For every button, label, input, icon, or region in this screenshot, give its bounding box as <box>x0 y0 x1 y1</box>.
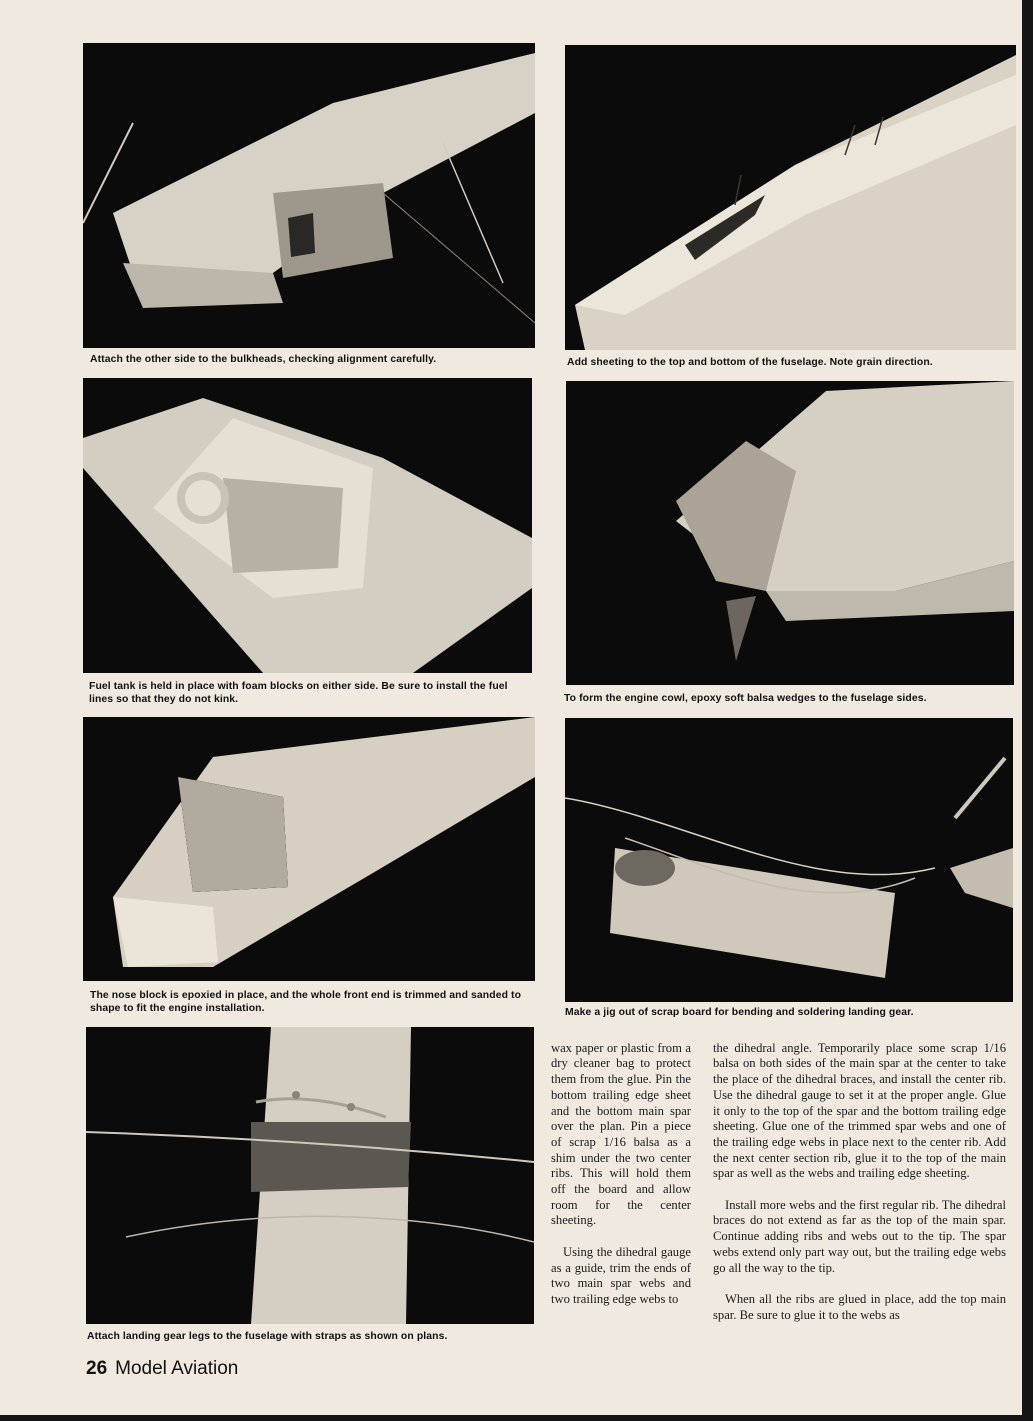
caption-photo-4: To form the engine cowl, epoxy soft balsa wedges to the fuselage sides. <box>564 693 927 704</box>
col2-paragraph-2: Install more webs and the first regular rib. The dihedral braces do not extend as far as the top of the main spar. Continue adding ribs and webs out to the tip. The spar webs extend only part way out, but the trailing edge webs go all the way to the tip. <box>713 1197 1006 1275</box>
photo-landing-gear-jig <box>565 718 1013 1002</box>
body-text-column-1 <box>551 1025 691 1323</box>
caption-photo-3: Fuel tank is held in place with foam blocks on either side. Be sure to install the fuel lines so that they do not kink. <box>89 681 508 705</box>
page-footer <box>86 1358 238 1380</box>
photo-landing-gear-straps <box>86 1027 534 1324</box>
col2-paragraph-1: the dihedral angle. Temporarily place some scrap 1/16 balsa on both sides of the main spar at the center to take the place of the dihedral braces, and install the center rib. Use the dihedral gauge to set it at the proper angle. Glue it only to the top of the spar and the bottom trailing edge sheeting. Glue one of the trimmed spar webs and one of the trailing edge webs in place next to the center rib. Add the next center section rib, glue it to the top of the main spar as well as the webs and trailing edge sheeting. <box>713 1040 1006 1181</box>
magazine-name: Model Aviation <box>115 1358 239 1379</box>
col2-paragraph-3: When all the ribs are glued in place, add the top main spar. Be sure to glue it to the webs as <box>713 1291 1006 1322</box>
photo-fuel-tank <box>83 378 532 673</box>
photo-engine-cowl <box>566 381 1014 685</box>
photo-fuselage-sheeting <box>565 45 1016 350</box>
col1-paragraph-2: Using the dihedral gauge as a guide, trim the ends of two main spar webs and two trailing edge webs to <box>551 1244 691 1306</box>
caption-photo-5: The nose block is epoxied in place, and the whole front end is trimmed and sanded to shape to fit the engine installation. <box>90 990 522 1014</box>
photo-fuselage-bulkheads <box>83 43 535 348</box>
caption-photo-7: Attach landing gear legs to the fuselage with straps as shown on plans. <box>87 1331 448 1342</box>
photo-nose-block <box>83 717 535 981</box>
page-number: 26 <box>86 1358 108 1379</box>
caption-photo-6: Make a jig out of scrap board for bending and soldering landing gear. <box>565 1007 914 1018</box>
body-text-column-2 <box>713 1025 1006 1339</box>
caption-photo-2: Add sheeting to the top and bottom of the fuselage. Note grain direction. <box>567 357 933 368</box>
col1-paragraph-1: wax paper or plastic from a dry cleaner bag to protect them from the glue. Pin the bottom trailing edge sheet and the bottom main spar over the plan. Pin a piece of scrap 1/16 balsa as a shim under the two center ribs. This will hold them off the board and allow room for the center sheeting. <box>551 1040 691 1228</box>
caption-photo-1: Attach the other side to the bulkheads, checking alignment carefully. <box>90 354 437 365</box>
